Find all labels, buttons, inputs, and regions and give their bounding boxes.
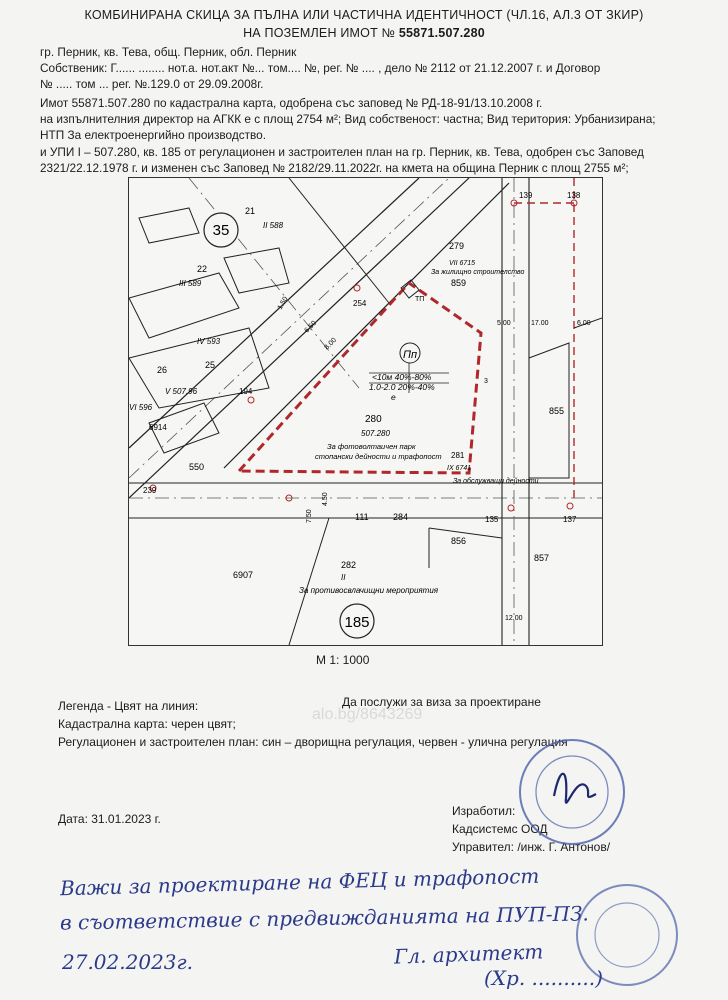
building-top-left [139,208,199,243]
upi-line-2: 2321/22.12.1978 г. и изменен със Заповед № 2182/29.11.2022г. на кмета на община Перник с площ 2755 м²; [40,161,629,175]
label-26: 26 [157,365,168,375]
block-35-label: 35 [212,222,230,239]
label-194: 194 [239,387,253,396]
property-line-1: Имот 55871.507.280 по кадастрална карта, одобрена със заповед № РД-18-91/13.10.2008 г. [40,96,543,110]
label-1-50: 1.50 [276,295,290,311]
label-593: IV 593 [197,337,221,346]
label-279: 279 [449,241,465,251]
label-12-00: 12.00 [505,615,523,622]
zoning-row-1: <10м 40%-80% [372,372,432,382]
label-services: За обслужващи дейности [453,478,539,485]
road-edge-middle [129,178,472,498]
label-25: 25 [205,360,216,370]
zoning-row-2: 1.0-2.0 20%-40% [369,382,435,392]
label-282: 282 [341,560,357,570]
handwritten-signer: Гл. архитект [393,939,544,969]
label-138: 138 [567,191,581,200]
label-857: 857 [534,553,550,563]
label-6-00: 6.00 [577,320,591,327]
zoning-label: Пп [402,349,418,361]
footer-date: Дата: 31.01.2023 г. [58,812,161,826]
label-6741: IX 6741 [447,465,472,472]
label-tp: ТП [415,296,425,303]
plan-drawing [129,178,602,645]
survey-point-135 [508,505,514,511]
label-239: 239 [143,486,157,495]
label-855: 855 [549,406,565,416]
label-596: VI 596 [129,403,153,412]
label-111: 111 [355,512,369,522]
parcel-boundary-6907 [289,518,329,645]
legend-regulation: Регулационен и застроителен план: син – дворищна регулация, червен - улична регулация [58,735,568,749]
label-4-50: 4.50 [322,492,329,506]
label-507-96: V 507.96 [165,387,198,396]
label-21: 21 [245,206,256,216]
label-5-00: 5.00 [497,320,511,327]
handwritten-date: 27.02.2023г. [62,950,193,974]
label-550: 550 [189,462,205,472]
survey-point-194 [248,397,254,403]
label-135: 135 [485,515,499,524]
label-6-50: 6.50 [303,319,319,335]
label-856: 856 [451,536,467,546]
label-residential: За жилищно строителство [431,269,525,276]
scale-label: М 1: 1000 [316,653,370,667]
label-17-00: 17.00 [531,320,549,327]
main-parcel-no: 280 [365,414,382,425]
handwritten-signer-name: (Хр. ..........) [484,966,603,990]
label-254: 254 [353,299,367,308]
owner-line-1: Собственик: Г...... ........ нот.а. нот.акт №... том.... №, рег. № .... , дело № 2112 от 21.12.2007 г. и Договор [40,61,601,75]
label-859: 859 [451,278,467,288]
label-284: 284 [393,512,409,522]
document-subtitle: НА ПОЗЕМЛЕН ИМОТ № 55871.507.280 [243,26,485,40]
label-7-50: 7.50 [306,509,313,523]
legend-purpose: Да послужи за виза за проектиране [342,695,541,709]
side-road-axis [189,178,359,388]
building-22 [224,248,289,293]
survey-point-137 [567,503,573,509]
legend-title: Легенда - Цвят на линия: [58,699,199,713]
survey-point-254 [354,285,360,291]
label-22: 22 [197,264,208,274]
owner-line-2: № ..... том ... рег. №.129.0 от 29.09.2008г. [40,77,264,91]
location-line: гр. Перник, кв. Тева, общ. Перник, обл. Перник [40,45,297,59]
document-title: КОМБИНИРАНА СКИЦА ЗА ПЪЛНА ИЛИ ЧАСТИЧНА ИДЕНТИЧНОСТ (ЧЛ.16, АЛ.3 ОТ ЗКИР) [84,8,644,22]
label-281: 281 [451,451,465,460]
property-line-2: на изпълнителния директор на АГКК е с площ 2754 м²; Вид собственост: частна; Вид територия: Урбанизирана; [40,112,656,126]
main-purpose-1: За фотоволтаичен парк [327,442,416,451]
label-6907: 6907 [233,570,254,580]
label-3: 3 [484,378,488,385]
main-upi-no: 507.280 [361,429,390,438]
main-purpose-2: стопански дейности и трафопост [315,452,442,461]
label-ii: II [341,573,346,582]
label-588: II 588 [263,221,284,230]
road-axis [129,178,449,478]
footer-manager: Управител: /инж. Г. Антонов/ [452,840,611,854]
property-line-3: НТП За електроенергийно производство. [40,128,267,142]
label-8-00: 8.00 [323,336,339,352]
footer-prepared: Изработил: [452,804,516,818]
handwritten-line-1: Важи за проектиране на ФЕЦ и трафопост [59,863,540,901]
handwritten-line-2: в съответствие с предвижданията на ПУП-ПЗ. [59,901,589,935]
footer-company: Кадсистемс ООД [452,822,548,836]
label-landslide: За противосвлачищни мероприятия [299,586,439,595]
label-589: III 589 [179,279,202,288]
label-137: 137 [563,515,577,524]
block-185-label: 185 [344,614,370,631]
cadastral-plan [128,177,603,646]
label-6914: 6914 [149,423,167,432]
legend-cadastral: Кадастрална карта: черен цвят; [58,717,236,731]
label-6715: VII 6715 [449,260,476,267]
watermark: alo.bg/8643269 [312,706,423,723]
company-stamp [516,736,628,848]
property-number: 55871.507.280 [398,26,485,40]
road-edge-upper [129,178,419,448]
zoning-e: е [391,392,396,402]
label-139: 139 [519,191,533,200]
upi-line-1: и УПИ I – 507.280, кв. 185 от регулационен и застроителен план на гр. Перник, кв. Тева, одобрен със Заповед [40,145,644,159]
